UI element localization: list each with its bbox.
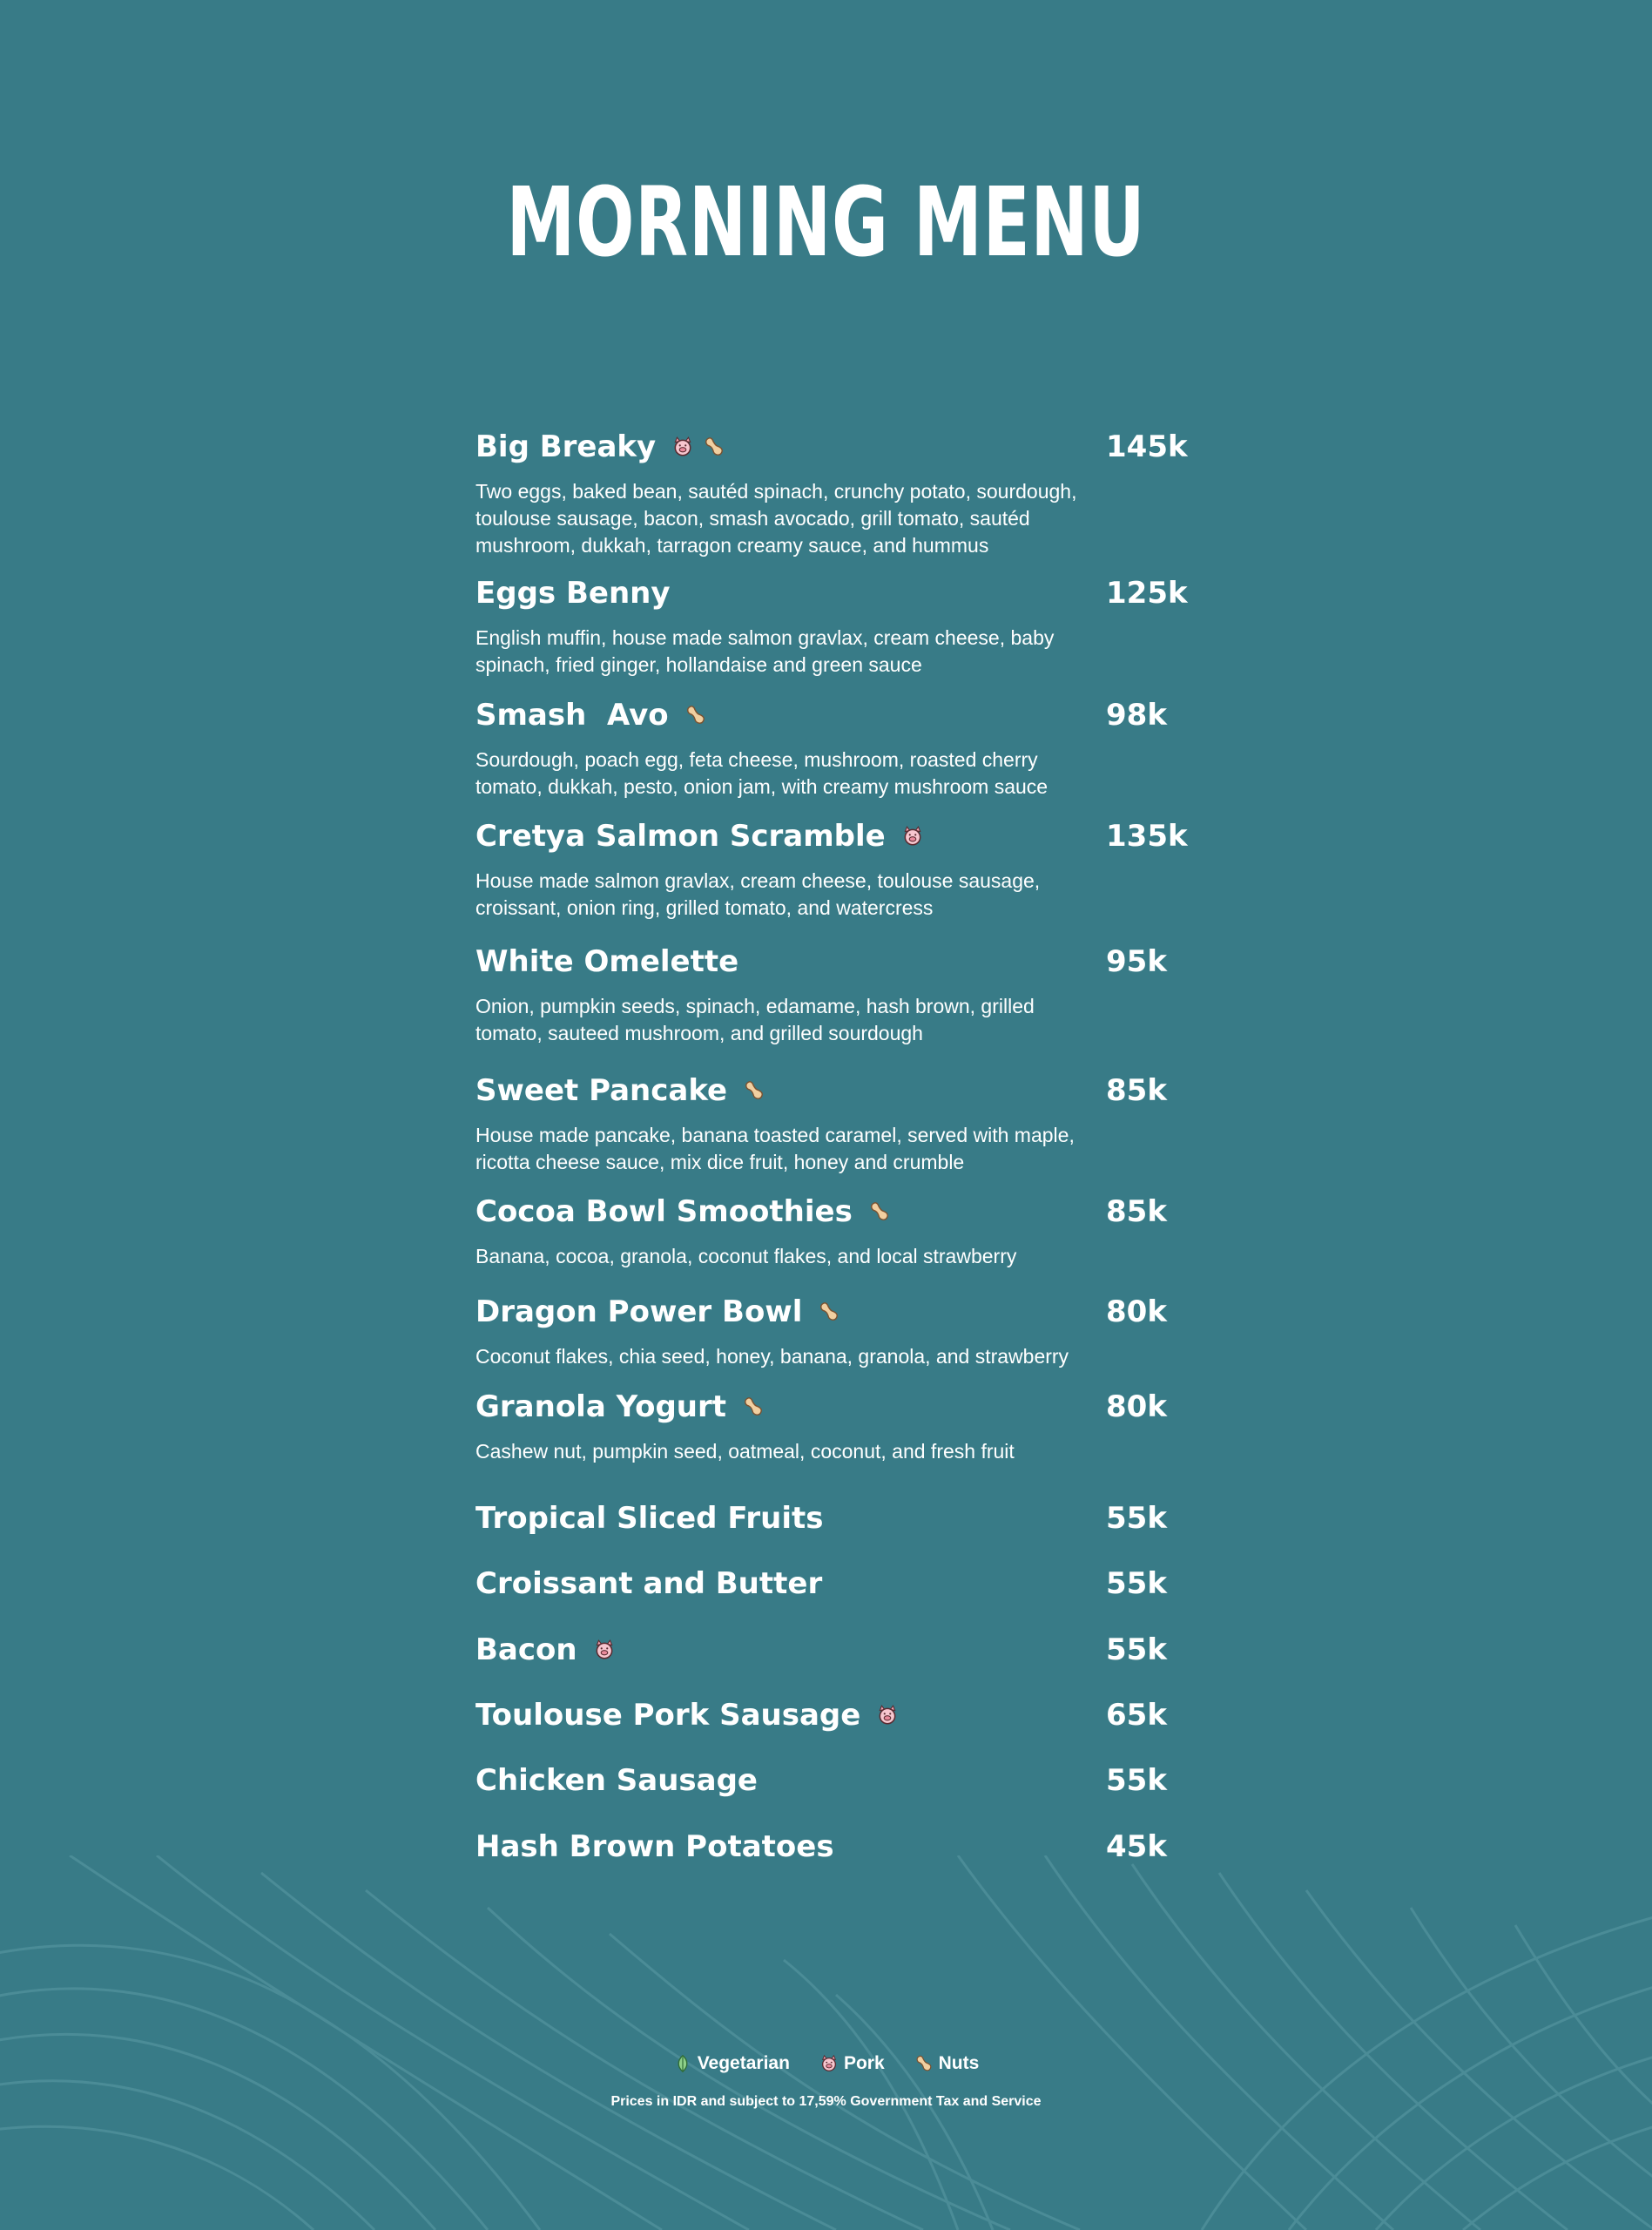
menu-item-price: 80k [1106, 1294, 1167, 1329]
pig-icon [593, 1639, 616, 1661]
legend [0, 2053, 1652, 2074]
menu-item-header [475, 422, 1190, 471]
menu-item-description: Two eggs, baked bean, sautéd spinach, crunchy potato, sourdough, toulouse sausage, bacon, smash avocado, grill tomato, sautéd mushroom, dukkah, tarragon creamy sauce, and hummus [475, 480, 1077, 557]
pig-icon [901, 825, 924, 848]
menu-item-header [475, 569, 1190, 618]
menu-item [475, 1822, 1190, 1871]
menu-item-name-text: Chicken Sausage [475, 1763, 758, 1798]
leaf-pattern-background [0, 1855, 1652, 2230]
menu-item-name [475, 1187, 891, 1236]
dietary-icons [868, 1200, 891, 1223]
menu-item-name-text: Bacon [475, 1632, 577, 1667]
menu-item-price: 55k [1106, 1566, 1167, 1601]
peanut-icon [743, 1079, 765, 1102]
menu-item-header [475, 1625, 1190, 1674]
menu-item [475, 422, 1190, 559]
menu-item-price: 65k [1106, 1698, 1167, 1733]
menu-item [475, 1559, 1190, 1608]
leaf-icon [673, 2054, 692, 2073]
legend-label-nuts: Nuts [938, 2053, 980, 2073]
peanut-icon [914, 2054, 934, 2073]
legend-item-nuts [914, 2053, 980, 2074]
menu-item-name-text: Croissant and Butter [475, 1566, 823, 1601]
dietary-icons [743, 1079, 765, 1102]
menu-item-name-text: Tropical Sliced Fruits [475, 1501, 824, 1536]
menu-item-description: Coconut flakes, chia seed, honey, banana, granola, and strawberry [475, 1345, 1069, 1368]
pig-icon [671, 436, 694, 458]
menu-item-header [475, 937, 1190, 986]
menu-item-header [475, 1382, 1190, 1431]
menu-item-price: 98k [1106, 698, 1167, 733]
menu-item-price: 55k [1106, 1632, 1167, 1667]
menu-item-header [475, 1559, 1190, 1608]
menu-item-name [475, 1382, 765, 1431]
menu-item-name [475, 1822, 834, 1871]
menu-item [475, 1187, 1190, 1270]
menu-item-name [475, 1691, 899, 1740]
menu-item-price: 45k [1106, 1829, 1167, 1864]
menu-item-name-text: White Omelette [475, 944, 739, 979]
menu-item [475, 569, 1190, 679]
dietary-icons [593, 1639, 616, 1661]
dietary-icons [876, 1704, 899, 1727]
menu-item-header [475, 1066, 1190, 1115]
menu-item-description: Cashew nut, pumpkin seed, oatmeal, coconut, and fresh fruit [475, 1440, 1015, 1463]
menu-item-name-text: Hash Brown Potatoes [475, 1829, 834, 1864]
legend-item-vegetarian [673, 2053, 790, 2074]
menu-item-name [475, 422, 725, 471]
menu-item-price: 85k [1106, 1194, 1167, 1229]
menu-item-price: 55k [1106, 1501, 1167, 1536]
menu-item [475, 1625, 1190, 1674]
menu-item-name [475, 1287, 840, 1336]
menu-item-name-text: Big Breaky [475, 429, 657, 464]
menu-item-price: 125k [1106, 576, 1188, 611]
menu-item [475, 1066, 1190, 1176]
menu-item-name-text: Cretya Salmon Scramble [475, 819, 886, 854]
menu-item-name [475, 1494, 824, 1543]
menu-item-price: 85k [1106, 1073, 1167, 1108]
menu-item-price: 55k [1106, 1763, 1167, 1798]
menu-item-header [475, 1187, 1190, 1236]
menu-item-description: Banana, cocoa, granola, coconut flakes, and local strawberry [475, 1245, 1017, 1267]
menu-item-header [475, 691, 1190, 740]
menu-item-price: 95k [1106, 944, 1167, 979]
menu-item [475, 691, 1190, 801]
menu-item-price: 135k [1106, 819, 1188, 854]
menu-item-name [475, 569, 671, 618]
menu-item-name-text: Toulouse Pork Sausage [475, 1698, 861, 1733]
menu-item-name-text: Dragon Power Bowl [475, 1294, 803, 1329]
menu-item-name [475, 812, 924, 861]
menu-item-price: 145k [1106, 429, 1188, 464]
peanut-icon [703, 436, 725, 458]
pig-icon [876, 1704, 899, 1727]
dietary-icons [742, 1395, 765, 1418]
menu-item-description: English muffin, house made salmon gravlax, cream cheese, baby spinach, fried ginger, hollandaise and green sauce [475, 626, 1055, 676]
dietary-icons [684, 704, 707, 726]
dietary-icons [671, 436, 725, 458]
menu-item [475, 1691, 1190, 1740]
menu-item-name [475, 937, 738, 986]
page-title: MORNING MENU [506, 166, 1146, 278]
menu-item-header [475, 1822, 1190, 1871]
legend-item-pork [819, 2053, 885, 2074]
dietary-icons [901, 825, 924, 848]
menu-item-price: 80k [1106, 1389, 1167, 1424]
legend-label-vegetarian: Vegetarian [697, 2053, 790, 2073]
price-note: Prices in IDR and subject to 17,59% Government Tax and Service [610, 2094, 1042, 2109]
menu-item-header [475, 1756, 1190, 1805]
menu-item-name [475, 691, 707, 740]
dietary-icons [818, 1301, 840, 1323]
menu-item-description: House made salmon gravlax, cream cheese, toulouse sausage, croissant, onion ring, grilled tomato, and watercress [475, 869, 1041, 919]
menu-item-name [475, 1559, 822, 1608]
menu-item-name-text: Granola Yogurt [475, 1389, 727, 1424]
menu-item-name-text: Eggs Benny [475, 576, 671, 611]
menu-item-header [475, 1691, 1190, 1740]
peanut-icon [868, 1200, 891, 1223]
menu-item-description: House made pancake, banana toasted caramel, served with maple, ricotta cheese sauce, mix dice fruit, honey and crumble [475, 1124, 1075, 1173]
menu-item-name [475, 1066, 765, 1115]
menu-item-name-text: Smash Avo [475, 698, 669, 733]
menu-item-description: Sourdough, poach egg, feta cheese, mushroom, roasted cherry tomato, dukkah, pesto, onion jam, with creamy mushroom sauce [475, 748, 1049, 798]
menu-item [475, 812, 1190, 922]
menu-item-header [475, 812, 1190, 861]
pig-icon [819, 2054, 839, 2073]
menu-item [475, 1756, 1190, 1805]
menu-item [475, 937, 1190, 1047]
menu-item [475, 1287, 1190, 1370]
menu-item [475, 1494, 1190, 1543]
menu-item-name [475, 1625, 616, 1674]
peanut-icon [742, 1395, 765, 1418]
menu-item-header [475, 1287, 1190, 1336]
legend-label-pork: Pork [843, 2053, 885, 2073]
menu-item-name-text: Cocoa Bowl Smoothies [475, 1194, 853, 1229]
menu-item-description: Onion, pumpkin seeds, spinach, edamame, hash brown, grilled tomato, sauteed mushroom, and grilled sourdough [475, 995, 1035, 1044]
menu-item-name [475, 1756, 758, 1805]
menu-item-name-text: Sweet Pancake [475, 1073, 728, 1108]
peanut-icon [818, 1301, 840, 1323]
menu-item-header [475, 1494, 1190, 1543]
menu-item [475, 1382, 1190, 1465]
peanut-icon [684, 704, 707, 726]
